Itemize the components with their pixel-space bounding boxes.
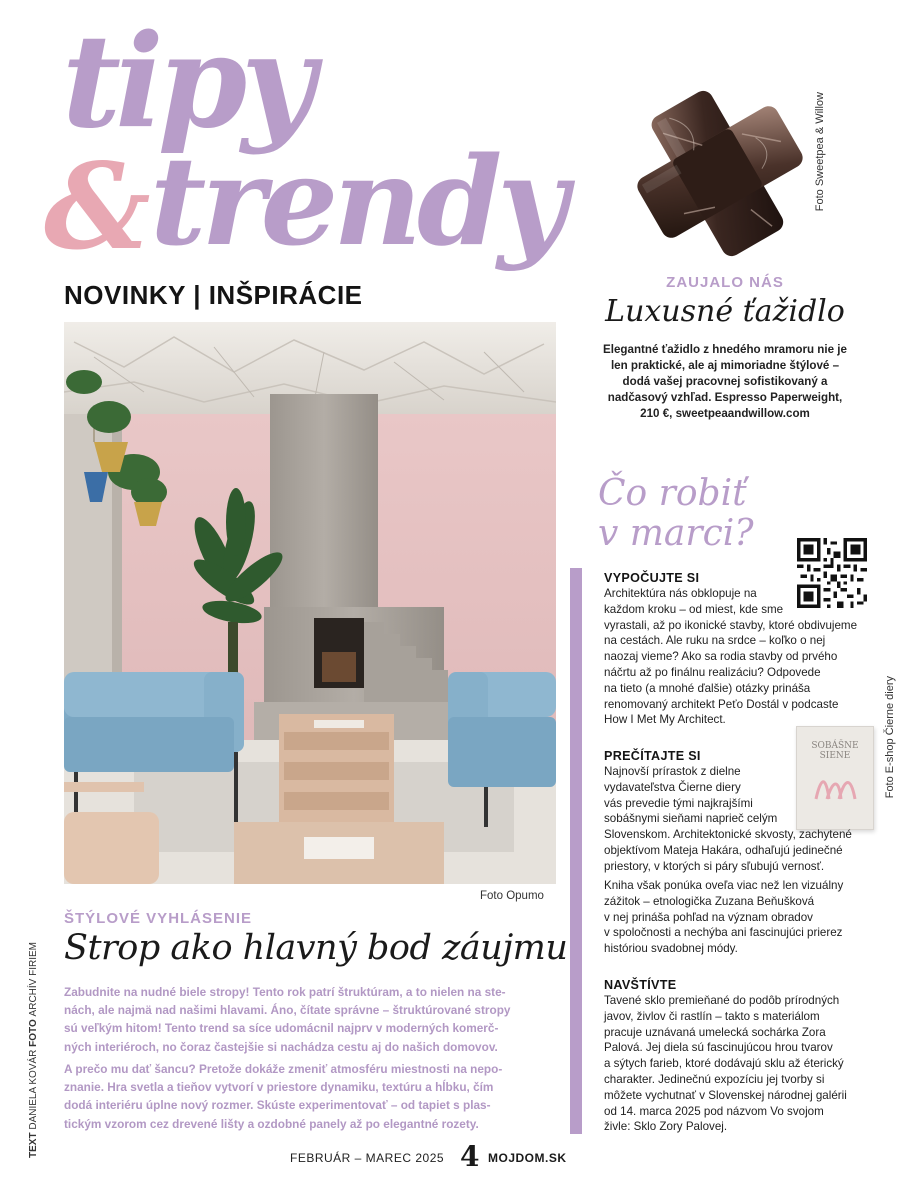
section-heading-read: PREČÍTAJTE SI: [604, 749, 701, 763]
article-credits: [28, 942, 39, 1158]
article-title: Strop ako hlavný bod záujmu: [64, 928, 568, 968]
masthead-tipy: tipy: [62, 7, 310, 157]
text-line: históriou svadobnej módy.: [604, 942, 738, 956]
text-line: charakter. Jedinečnú expozíciu jej tvorby si: [604, 1072, 825, 1086]
footer-website-link[interactable]: MOJDOM.SK: [488, 1151, 567, 1165]
article-paragraph-1: [64, 983, 564, 1056]
interior-photo: [64, 322, 556, 884]
section-heading-listen: VYPOČUJTE SI: [604, 571, 700, 585]
sidebar-title-line: Čo robiť: [598, 473, 747, 514]
text-line: tickým vzorom cez drevené lišty a ozdobné panely až po elegantné rozety.: [64, 1116, 479, 1131]
text-line: vyrastali, až po ikonické stavby, ktoré obdivujeme: [604, 618, 858, 632]
masthead-ampersand: &: [44, 137, 151, 276]
section-text-listen: [604, 586, 900, 728]
text-line: ných interiéroch, no čoraz častejšie si nachádza cestu aj do našich domovov.: [64, 1039, 498, 1054]
text-line: v spoločnosti a nechýba ani fascinujúci prierez: [604, 926, 843, 940]
text-line: každom kroku – od miest, kde sme: [604, 602, 784, 616]
text-line: javov, živlov či rastlín – takto s materiálom: [604, 1009, 820, 1023]
footer-issue: FEBRUÁR – MAREC 2025: [290, 1151, 445, 1165]
text-line: môžete vychutnať v Slovenskej národnej galérii: [604, 1088, 847, 1102]
text-line: sobášnymi sieňami naprieč celým: [604, 812, 778, 826]
text-line: náčrtu až po finálnu realizáciu? Odpovede: [604, 665, 821, 679]
masthead-trendy: trendy: [150, 129, 564, 273]
text-line: Najnovší prírastok z dielne: [604, 765, 741, 778]
text-line: živle: Sklo Zory Palovej.: [604, 1120, 728, 1134]
book-title-line: SIENE: [819, 751, 851, 761]
credit-photo-label: FOTO: [28, 1019, 39, 1047]
text-line: Slovenskom. Architektonické skvosty, zachytené: [604, 828, 852, 842]
text-line: v nej prináša pohľad na význam obradov: [604, 910, 813, 924]
photo-credit-sweetpea: Foto Sweetpea & Willow: [814, 92, 826, 212]
text-line: sú veľkým hitom! Tento trend sa síce udomácnil najprv v moderných komerč-: [64, 1021, 499, 1036]
photo-credit-opumo: Foto Opumo: [480, 890, 544, 902]
text-line: nách, ale najmä nad našimi hlavami. Áno, čítate správne – štruktúrované stropy: [64, 1003, 511, 1018]
feature-kicker: ZAUJALO NÁS: [666, 274, 784, 291]
footer-page-number: 4: [460, 1140, 480, 1173]
text-line: od 14. marca 2025 pod názvom Vo svojom: [604, 1104, 824, 1118]
text-line: Palová. Jej diela sú fascinujúcou hrou tvarov: [604, 1041, 833, 1055]
text-line: priestory, v ktorých si páry sľubujú vernosť.: [604, 859, 825, 873]
section-text-read-2: [604, 878, 900, 957]
text-line: A prečo mu dať šancu? Pretože dokáže zmeniť atmosféru miestnosti na nepo-: [64, 1062, 503, 1076]
marble-paperweight-image: [628, 80, 813, 265]
book-title-line: SOBÁŠNE: [811, 741, 859, 751]
article-kicker: ŠTÝLOVÉ VYHLÁSENIE: [64, 910, 253, 927]
section-subtitle: NOVINKY | INŠPIRÁCIE: [64, 280, 363, 310]
text-line: objektívom Mateja Hakára, odhaľujú jedinečné: [604, 843, 843, 857]
credit-text-value: DANIELA KOVÁR: [28, 1049, 39, 1130]
text-line: vás prevedie tými najkrajšími: [604, 796, 753, 810]
text-line: zážitok – etnologička Zuzana Beňušková: [604, 894, 815, 908]
book-title: [797, 741, 873, 761]
sidebar-accent-bar: [570, 568, 582, 1134]
sidebar-title: [598, 474, 754, 554]
text-line: How I Met My Architect.: [604, 713, 726, 727]
text-line: a sýtych farieb, ktoré dodávajú sklu až éterický: [604, 1057, 844, 1071]
text-line: Zabudnite na nudné biele stropy! Tento rok patrí štruktúram, a to nielen na ste-: [64, 985, 506, 999]
credit-photo-value: ARCHÍV FIRIEM: [28, 942, 39, 1017]
text-line: Tavené sklo premieňané do podôb prírodných: [604, 994, 840, 1007]
text-line: vydavateľstva Čierne diery: [604, 780, 741, 794]
section-text-visit: [604, 993, 900, 1135]
text-line: renomovaný architekt Peťo Dostál v podcaste: [604, 697, 839, 711]
section-heading-visit: NAVŠTÍVTE: [604, 978, 677, 992]
text-line: na tieto (a mnohé ďalšie) otázky prináša: [604, 681, 811, 695]
text-line: na cestách. Ale ruku na srdce – koľko o nej: [604, 634, 826, 648]
feature-text: Elegantné ťažidlo z hnedého mramoru nie je len praktické, ale aj mimoriadne štýlové – dodá vašej pracovnej sofistikovaný a nadčasový vzhľad. Espresso Paperweight, 210 €, sweetpeaandwillow.com: [603, 343, 847, 420]
text-line: Architektúra nás obklopuje na: [604, 587, 757, 600]
text-line: Kniha však ponúka oveľa viac než len vizuálny: [604, 879, 844, 892]
article-paragraph-2: [64, 1060, 564, 1133]
feature-title: Luxusné ťažidlo: [605, 294, 845, 329]
sidebar-title-line: v marci?: [598, 513, 754, 554]
credit-text-label: TEXT: [28, 1132, 39, 1158]
section-text-read: [604, 764, 900, 875]
text-line: naozaj vieme? Ako sa rodia stavby od prvého: [604, 650, 838, 664]
text-line: znanie. Hra svetla a tieňov vytvorí v priestore dynamiku, textúru a hĺbku, čím: [64, 1080, 494, 1095]
text-line: pracuje uznávaná umelecká sochárka Zora: [604, 1025, 826, 1039]
text-line: dodá interiéru úplne nový rozmer. Skúste experimentovať – od tapiet s plas-: [64, 1098, 491, 1113]
photo-credit-eshop: Foto E-shop Čierne diery: [884, 676, 896, 799]
